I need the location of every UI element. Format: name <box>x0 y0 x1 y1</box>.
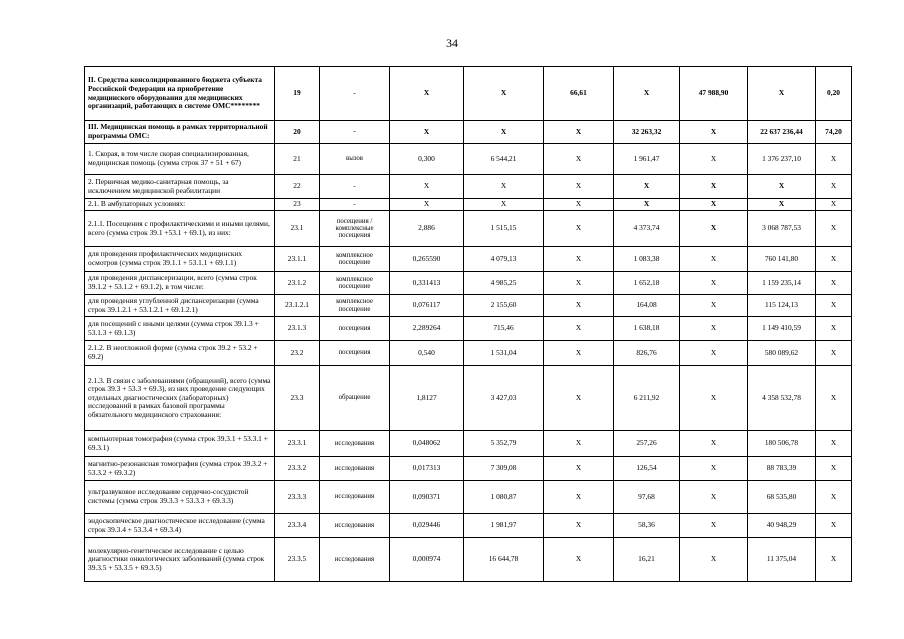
cell-c5: 16 644,78 <box>464 538 544 582</box>
row-name: молекулярно-генетическое исследование с целью диагностики онкологических заболеваний (сумма строк 39.3.5 + 53.3.5 + 69.3.5) <box>85 538 275 582</box>
cell-c10: X <box>816 366 852 431</box>
cell-c5: 1 080,87 <box>464 481 544 514</box>
cell-c9: X <box>748 199 816 211</box>
cell-c6: 66,61 <box>544 67 614 121</box>
cell-c10: 0,20 <box>816 67 852 121</box>
cell-c5: 5 352,79 <box>464 431 544 457</box>
row-name: эндоскопическое диагностическое исследование (сумма строк 39.3.4 + 53.3.4 + 69.3.4) <box>85 514 275 538</box>
row-code: 23.3.5 <box>275 538 320 582</box>
row-unit: - <box>320 67 390 121</box>
cell-c5: 4 985,25 <box>464 272 544 295</box>
row-name: 2.1.3. В связи с заболеваниями (обращений), всего (сумма строк 39.3 + 53.3 + 69.3), из них проведение следующих отдельных диагностических (лабораторных) исследований в рамках базовой программы обязательного медицинского страхования: <box>85 366 275 431</box>
cell-c4: 0,265590 <box>390 247 464 272</box>
cell-c6: X <box>544 341 614 366</box>
table-row <box>85 366 852 431</box>
cell-c7: 58,36 <box>614 514 680 538</box>
cell-c8: X <box>680 199 748 211</box>
cell-c4: 0,540 <box>390 341 464 366</box>
row-unit: исследования <box>320 538 390 582</box>
cell-c9: 1 376 237,10 <box>748 144 816 175</box>
row-code: 22 <box>275 175 320 199</box>
cell-c10: X <box>816 514 852 538</box>
row-name: для проведения углубленной диспансеризации (сумма строк 39.1.2.1 + 53.1.2.1 + 69.1.2.1) <box>85 295 275 317</box>
cell-c5: X <box>464 175 544 199</box>
row-code: 23.3 <box>275 366 320 431</box>
cell-c7: 6 211,92 <box>614 366 680 431</box>
row-name: III. Медицинская помощь в рамках территориальной программы ОМС: <box>85 121 275 144</box>
row-unit: посещения <box>320 341 390 366</box>
cell-c7: 32 263,32 <box>614 121 680 144</box>
cell-c7: 97,68 <box>614 481 680 514</box>
cell-c4: 2,289264 <box>390 317 464 341</box>
cell-c10: X <box>816 457 852 481</box>
row-code: 23.1.1 <box>275 247 320 272</box>
cell-c5: X <box>464 121 544 144</box>
row-name: 2. Первичная медико-санитарная помощь, за исключением медицинской реабилитации <box>85 175 275 199</box>
cell-c7: 4 373,74 <box>614 211 680 247</box>
cell-c4: 0,000974 <box>390 538 464 582</box>
cell-c6: X <box>544 317 614 341</box>
cell-c10: X <box>816 295 852 317</box>
cell-c9: 115 124,13 <box>748 295 816 317</box>
cell-c6: X <box>544 366 614 431</box>
cell-c4: 0,300 <box>390 144 464 175</box>
cell-c5: 3 427,03 <box>464 366 544 431</box>
cell-c10: X <box>816 144 852 175</box>
table-row <box>85 317 852 341</box>
row-name: для посещений с иными целями (сумма строк 39.1.3 + 53.1.3 + 69.1.3) <box>85 317 275 341</box>
cell-c10: X <box>816 317 852 341</box>
row-name: 2.1.2. В неотложной форме (сумма строк 39.2 + 53.2 + 69.2) <box>85 341 275 366</box>
cell-c5: X <box>464 67 544 121</box>
cell-c6: X <box>544 457 614 481</box>
cell-c6: X <box>544 121 614 144</box>
table-row <box>85 144 852 175</box>
row-name: для проведения профилактических медицинских осмотров (сумма строк 39.1.1 + 53.1.1 + 69.1.1) <box>85 247 275 272</box>
row-unit: обращение <box>320 366 390 431</box>
table-row <box>85 211 852 247</box>
cell-c5: 7 309,08 <box>464 457 544 481</box>
table-row <box>85 121 852 144</box>
cell-c10: X <box>816 199 852 211</box>
cell-c9: 88 783,39 <box>748 457 816 481</box>
cell-c8: X <box>680 175 748 199</box>
cell-c10: 74,20 <box>816 121 852 144</box>
cell-c8: X <box>680 481 748 514</box>
cell-c10: X <box>816 341 852 366</box>
row-name: ультразвуковое исследование сердечно-сосудистой системы (сумма строк 39.3.3 + 53.3.3 + 69.3.3) <box>85 481 275 514</box>
cell-c10: X <box>816 431 852 457</box>
cell-c9: 11 375,04 <box>748 538 816 582</box>
row-code: 23.3.3 <box>275 481 320 514</box>
cell-c5: 1 981,97 <box>464 514 544 538</box>
cell-c9: 1 159 235,14 <box>748 272 816 295</box>
cell-c9: 580 089,62 <box>748 341 816 366</box>
row-unit: комплексное посещение <box>320 272 390 295</box>
cell-c4: X <box>390 199 464 211</box>
cell-c9: 68 535,80 <box>748 481 816 514</box>
cell-c9: 1 149 410,59 <box>748 317 816 341</box>
row-code: 21 <box>275 144 320 175</box>
row-unit: - <box>320 199 390 211</box>
row-unit: - <box>320 121 390 144</box>
row-name: 2.1.1. Посещения с профилактическими и иными целями, всего (сумма строк 39.1 +53.1 + 69.1), из них: <box>85 211 275 247</box>
cell-c8: X <box>680 514 748 538</box>
cell-c6: X <box>544 199 614 211</box>
cell-c6: X <box>544 481 614 514</box>
row-unit: посещения / комплексные посещения <box>320 211 390 247</box>
cell-c4: 0,331413 <box>390 272 464 295</box>
cell-c4: 0,029446 <box>390 514 464 538</box>
cell-c4: 2,886 <box>390 211 464 247</box>
cell-c6: X <box>544 211 614 247</box>
cell-c8: X <box>680 366 748 431</box>
cell-c6: X <box>544 247 614 272</box>
row-code: 23.2 <box>275 341 320 366</box>
cell-c10: X <box>816 211 852 247</box>
row-code: 23.1.3 <box>275 317 320 341</box>
cell-c7: 1 638,18 <box>614 317 680 341</box>
cell-c4: 1,8127 <box>390 366 464 431</box>
cell-c9: 22 637 236,44 <box>748 121 816 144</box>
row-name: компьютерная томография (сумма строк 39.3.1 + 53.3.1 + 69.3.1) <box>85 431 275 457</box>
cell-c4: 0,076117 <box>390 295 464 317</box>
cell-c9: 3 068 787,53 <box>748 211 816 247</box>
cell-c4: 0,048062 <box>390 431 464 457</box>
row-name: II. Средства консолидированного бюджета субъекта Российской Федерации на приобретение медицинского оборудования для медицинских организаций, работающих в системе ОМС******** <box>85 67 275 121</box>
cell-c8: X <box>680 144 748 175</box>
row-code: 23.1.2 <box>275 272 320 295</box>
row-unit: - <box>320 175 390 199</box>
table-row <box>85 295 852 317</box>
cell-c5: 715,46 <box>464 317 544 341</box>
cell-c4: 0,090371 <box>390 481 464 514</box>
cell-c7: X <box>614 199 680 211</box>
cell-c9: X <box>748 67 816 121</box>
row-unit: вызов <box>320 144 390 175</box>
cell-c10: X <box>816 538 852 582</box>
cell-c8: X <box>680 341 748 366</box>
cell-c9: 4 358 532,78 <box>748 366 816 431</box>
row-name: магнитно-резонансная томография (сумма строк 39.3.2 + 53.3.2 + 69.3.2) <box>85 457 275 481</box>
row-code: 23 <box>275 199 320 211</box>
financing-table <box>84 66 852 582</box>
cell-c8: X <box>680 457 748 481</box>
cell-c8: X <box>680 538 748 582</box>
cell-c8: X <box>680 272 748 295</box>
table-row <box>85 538 852 582</box>
table-row <box>85 175 852 199</box>
cell-c7: 1 961,47 <box>614 144 680 175</box>
cell-c6: X <box>544 175 614 199</box>
row-code: 19 <box>275 67 320 121</box>
cell-c6: X <box>544 295 614 317</box>
cell-c9: 760 141,80 <box>748 247 816 272</box>
cell-c6: X <box>544 538 614 582</box>
row-name: для проведения диспансеризации, всего (сумма строк 39.1.2 + 53.1.2 + 69.1.2), в том числе: <box>85 272 275 295</box>
cell-c10: X <box>816 272 852 295</box>
table-row <box>85 481 852 514</box>
cell-c9: 180 506,78 <box>748 431 816 457</box>
table-row <box>85 341 852 366</box>
row-unit: исследования <box>320 481 390 514</box>
row-code: 20 <box>275 121 320 144</box>
cell-c5: 1 515,15 <box>464 211 544 247</box>
cell-c5: 6 544,21 <box>464 144 544 175</box>
row-name: 1. Скорая, в том числе скорая специализированная, медицинская помощь (сумма строк 37 + 51 + 67) <box>85 144 275 175</box>
cell-c8: X <box>680 211 748 247</box>
table-row <box>85 67 852 121</box>
cell-c5: 2 155,60 <box>464 295 544 317</box>
cell-c8: X <box>680 121 748 144</box>
cell-c7: 826,76 <box>614 341 680 366</box>
row-unit: исследования <box>320 431 390 457</box>
row-code: 23.3.2 <box>275 457 320 481</box>
row-unit: комплексное посещение <box>320 247 390 272</box>
cell-c4: 0,017313 <box>390 457 464 481</box>
cell-c7: 126,54 <box>614 457 680 481</box>
cell-c8: X <box>680 431 748 457</box>
row-code: 23.3.4 <box>275 514 320 538</box>
cell-c7: 16,21 <box>614 538 680 582</box>
cell-c9: X <box>748 175 816 199</box>
cell-c4: X <box>390 175 464 199</box>
cell-c7: X <box>614 67 680 121</box>
row-unit: исследования <box>320 457 390 481</box>
cell-c7: 1 652,18 <box>614 272 680 295</box>
cell-c10: X <box>816 481 852 514</box>
cell-c5: 1 531,04 <box>464 341 544 366</box>
table-row <box>85 431 852 457</box>
cell-c10: X <box>816 247 852 272</box>
row-code: 23.3.1 <box>275 431 320 457</box>
page-number: 34 <box>446 36 458 50</box>
cell-c5: 4 079,13 <box>464 247 544 272</box>
table-row <box>85 272 852 295</box>
row-unit: посещения <box>320 317 390 341</box>
cell-c8: X <box>680 317 748 341</box>
cell-c4: X <box>390 67 464 121</box>
cell-c8: X <box>680 295 748 317</box>
cell-c4: X <box>390 121 464 144</box>
cell-c7: X <box>614 175 680 199</box>
cell-c8: X <box>680 247 748 272</box>
cell-c10: X <box>816 175 852 199</box>
cell-c7: 164,08 <box>614 295 680 317</box>
row-unit: исследования <box>320 514 390 538</box>
row-unit: комплексное посещение <box>320 295 390 317</box>
cell-c5: X <box>464 199 544 211</box>
cell-c7: 257,26 <box>614 431 680 457</box>
table-row <box>85 457 852 481</box>
row-code: 23.1.2.1 <box>275 295 320 317</box>
row-name: 2.1. В амбулаторных условиях: <box>85 199 275 211</box>
row-code: 23.1 <box>275 211 320 247</box>
table-body <box>85 67 852 582</box>
table-row <box>85 199 852 211</box>
cell-c6: X <box>544 514 614 538</box>
table-row <box>85 514 852 538</box>
cell-c7: 1 083,38 <box>614 247 680 272</box>
table-row <box>85 247 852 272</box>
cell-c6: X <box>544 272 614 295</box>
cell-c6: X <box>544 431 614 457</box>
cell-c8: 47 988,90 <box>680 67 748 121</box>
cell-c6: X <box>544 144 614 175</box>
cell-c9: 40 948,29 <box>748 514 816 538</box>
